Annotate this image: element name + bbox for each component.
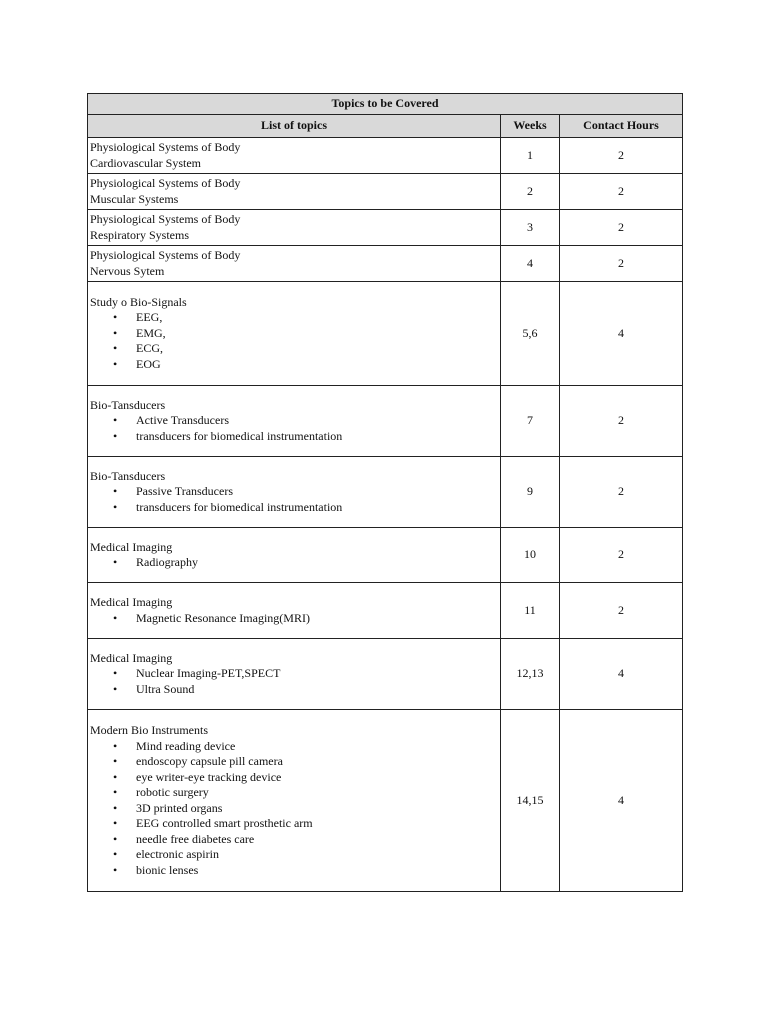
topic-bullet-item: • bionic lenses <box>90 863 498 879</box>
weeks-cell: 7 <box>501 386 560 457</box>
topic-bullet-item: • 3D printed organs <box>90 801 498 817</box>
table-row <box>88 457 683 528</box>
table-title: Topics to be Covered <box>88 94 683 115</box>
topic-bullet-item: • EEG, <box>90 310 498 326</box>
topic-cell <box>88 528 501 583</box>
topics-table <box>87 93 683 892</box>
topic-heading: Study o Bio-Signals <box>90 294 187 309</box>
topic-heading: Physiological Systems of Body <box>90 176 241 190</box>
topic-bullet-item: • Ultra Sound <box>90 682 498 698</box>
topic-bullet-item: • eye writer-eye tracking device <box>90 770 498 786</box>
table-body <box>88 138 683 892</box>
topic-subheading: Respiratory Systems <box>90 227 189 242</box>
weeks-cell: 12,13 <box>501 639 560 710</box>
topic-bullet-list <box>90 666 498 697</box>
weeks-cell: 9 <box>501 457 560 528</box>
contact-hours-cell: 2 <box>560 138 683 174</box>
contact-hours-cell: 4 <box>560 282 683 386</box>
topic-heading: Modern Bio Instruments <box>90 723 208 737</box>
topic-cell <box>88 710 501 892</box>
topic-bullet-item: • transducers for biomedical instrumentation <box>90 500 498 516</box>
topic-bullet-item: • Magnetic Resonance Imaging(MRI) <box>90 611 498 627</box>
topic-bullet-item: • Mind reading device <box>90 739 498 755</box>
topic-heading: Medical Imaging <box>90 650 173 665</box>
topic-bullet-item: • EOG <box>90 357 498 373</box>
contact-hours-cell: 2 <box>560 583 683 639</box>
table-row <box>88 528 683 583</box>
table-row <box>88 174 683 210</box>
weeks-cell: 3 <box>501 210 560 246</box>
topic-cell <box>88 386 501 457</box>
table-row <box>88 386 683 457</box>
weeks-cell: 1 <box>501 138 560 174</box>
column-header-contact-hours: Contact Hours <box>560 115 683 138</box>
topic-heading: Bio-Tansducers <box>90 397 166 412</box>
topic-bullet-item: • Active Transducers <box>90 413 498 429</box>
topic-heading: Physiological Systems of Body <box>90 248 241 262</box>
table-title-row <box>88 94 683 115</box>
weeks-cell: 2 <box>501 174 560 210</box>
topic-cell <box>88 639 501 710</box>
contact-hours-cell: 2 <box>560 457 683 528</box>
topic-bullet-list <box>90 413 498 444</box>
topic-subheading: Muscular Systems <box>90 191 179 206</box>
topic-subheading: Nervous Sytem <box>90 263 165 278</box>
topic-cell <box>88 246 501 282</box>
topic-bullet-item: • Nuclear Imaging-PET,SPECT <box>90 666 498 682</box>
table-row <box>88 282 683 386</box>
contact-hours-cell: 4 <box>560 639 683 710</box>
topic-bullet-item: • endoscopy capsule pill camera <box>90 754 498 770</box>
weeks-cell: 10 <box>501 528 560 583</box>
topic-bullet-item: • Passive Transducers <box>90 484 498 500</box>
contact-hours-cell: 4 <box>560 710 683 892</box>
topic-bullet-list <box>90 555 498 571</box>
topic-bullet-item: • ECG, <box>90 341 498 357</box>
column-header-weeks: Weeks <box>501 115 560 138</box>
topic-heading: Medical Imaging <box>90 539 173 554</box>
topic-cell <box>88 282 501 386</box>
topic-bullet-item: • Radiography <box>90 555 498 571</box>
weeks-cell: 4 <box>501 246 560 282</box>
topic-cell <box>88 210 501 246</box>
topic-bullet-list <box>90 611 498 627</box>
topic-bullet-item: • EMG, <box>90 326 498 342</box>
topic-subheading: Cardiovascular System <box>90 155 201 170</box>
topic-cell <box>88 174 501 210</box>
contact-hours-cell: 2 <box>560 174 683 210</box>
topic-heading: Medical Imaging <box>90 595 173 609</box>
topic-heading: Bio-Tansducers <box>90 468 166 483</box>
topic-bullet-item: • needle free diabetes care <box>90 832 498 848</box>
topic-heading: Physiological Systems of Body <box>90 140 241 154</box>
table-row <box>88 210 683 246</box>
topic-bullet-item: • EEG controlled smart prosthetic arm <box>90 816 498 832</box>
weeks-cell: 5,6 <box>501 282 560 386</box>
weeks-cell: 14,15 <box>501 710 560 892</box>
table-row <box>88 639 683 710</box>
topic-bullet-item: • transducers for biomedical instrumentation <box>90 429 498 445</box>
topic-bullet-item: • robotic surgery <box>90 785 498 801</box>
table-row <box>88 583 683 639</box>
column-header-topics: List of topics <box>88 115 501 138</box>
contact-hours-cell: 2 <box>560 528 683 583</box>
topic-cell <box>88 138 501 174</box>
table-header-row <box>88 115 683 138</box>
table-row <box>88 710 683 892</box>
contact-hours-cell: 2 <box>560 246 683 282</box>
topic-heading: Physiological Systems of Body <box>90 212 241 226</box>
table-row <box>88 138 683 174</box>
topic-bullet-list <box>90 739 498 879</box>
contact-hours-cell: 2 <box>560 386 683 457</box>
contact-hours-cell: 2 <box>560 210 683 246</box>
topic-bullet-list <box>90 310 498 372</box>
topic-bullet-item: • electronic aspirin <box>90 847 498 863</box>
topic-cell <box>88 583 501 639</box>
table-row <box>88 246 683 282</box>
topic-cell <box>88 457 501 528</box>
weeks-cell: 11 <box>501 583 560 639</box>
topic-bullet-list <box>90 484 498 515</box>
